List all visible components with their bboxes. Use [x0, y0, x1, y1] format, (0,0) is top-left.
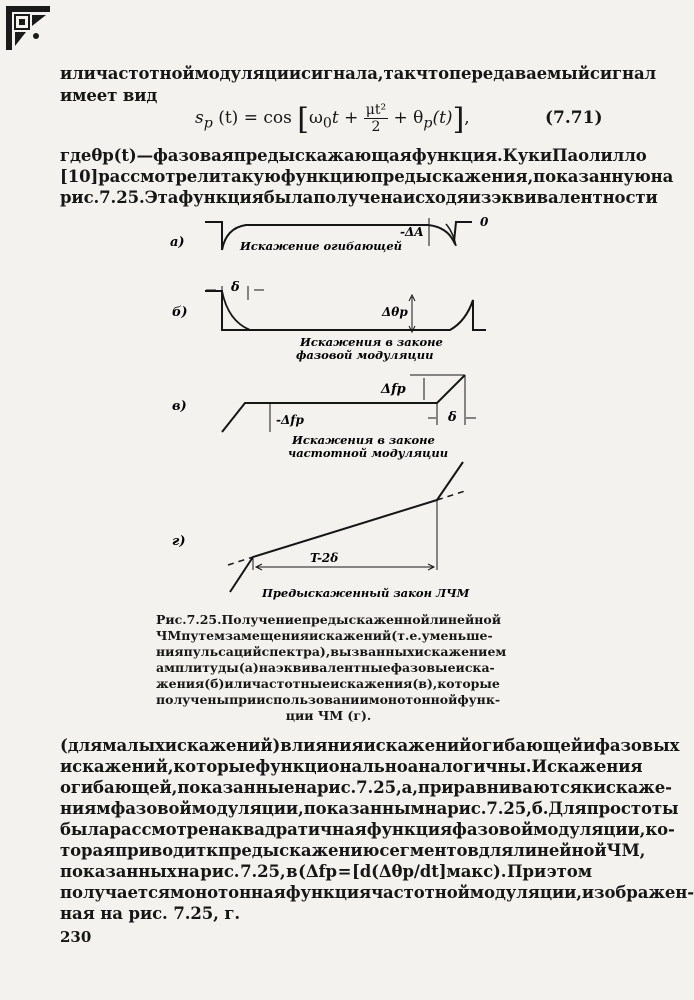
page-number: 230 [60, 928, 92, 946]
formula-omega-sub: 0 [322, 115, 332, 132]
text-line: (для малых искажений) влияния искажений огибающей и фазовых [60, 736, 680, 755]
equation-number: (7.71) [545, 108, 603, 128]
b-dtheta-label: Δθp [382, 305, 408, 319]
text-line: где θp (t) — фазовая предыскажающая функция. Кук и Паолилло [60, 146, 647, 165]
text-line: ниям фазовой модуляции, показанным на рис. 7.25, б. Для простоты [60, 799, 679, 818]
text-line: искажений, которые функционально аналогичны. Искажения [60, 757, 643, 776]
text-line: имеет вид [60, 86, 158, 105]
v-text-line1: Искажения в законе [292, 433, 435, 447]
v-text-line2: частотной модуляции [288, 446, 449, 460]
b-text-line1: Искажения в законе [300, 335, 443, 349]
formula-theta: + θ [393, 108, 424, 128]
b-text-line2: фазовой модуляции [296, 348, 434, 362]
caption-line: ЧМпутемзамещенияискажений(т.е.уменьше- [156, 628, 493, 643]
text-line: получается монотонная функция частотной модуляции, изображен- [60, 883, 694, 902]
b-delta-label: δ [231, 280, 240, 295]
caption-line: амплитуды(а)наэквивалентныефазовыеиска- [156, 660, 495, 675]
g-interval-label: T-2δ [310, 551, 339, 565]
text-line: [10] рассмотрели такую функцию предыскажения, показанную на [60, 167, 674, 186]
text-line: показанных на рис. 7.25, в (Δfp = [d(Δθp/dt]макс). При этом [60, 862, 592, 881]
label-g: г) [172, 534, 186, 549]
caption-line: нияпульсацийспектра),вызванныхискажением [156, 644, 507, 659]
text-line: торая приводит к предыскажению сегментов для линейной ЧМ, [60, 841, 646, 860]
formula-lhs-sub: p [203, 115, 213, 132]
formula-theta-arg: (t) [432, 108, 453, 128]
v-delta-label: δ [448, 410, 457, 425]
a-zero-label: 0 [480, 215, 489, 229]
label-a: а) [170, 235, 185, 250]
a-caption-text: Искажение огибающей [240, 239, 402, 253]
figure-caption [156, 612, 507, 724]
g-caption-text: Предыскаженный закон ЛЧМ [262, 586, 470, 600]
caption-line: полученыприиспользованиимонотоннойфунк- [156, 692, 501, 707]
text-line: рис. 7.25. Эта функция была получена исходя из эквивалентности [60, 188, 658, 207]
formula-frac-den: 2 [371, 119, 381, 135]
caption-line: ции ЧМ (г). [285, 708, 372, 723]
text-line: или частотной модуляции сигнала, так что передаваемый сигнал [60, 64, 657, 83]
text-line: огибающей, показанные на рис. 7.25, а, приравниваются к искаже- [60, 778, 672, 797]
a-delta-label: -ΔA [400, 225, 424, 239]
label-b: б) [172, 305, 188, 320]
formula-lhs-arg: (t) = cos [218, 108, 292, 128]
formula-theta-sub: p [423, 115, 433, 132]
caption-line: жения(б)иличастотныеискажения(в),которые [156, 676, 500, 691]
v-neg-dfp-label: -Δfp [276, 413, 304, 427]
v-dfp-label: Δfp [381, 382, 406, 397]
caption-line: Рис.7.25.Получениепредыскаженнойлинейной [156, 612, 502, 627]
formula-end: , [464, 108, 470, 128]
text-line: была рассмотрена квадратичная функция фазовой модуляции, ко- [60, 820, 675, 839]
formula-frac-num: μt² [365, 102, 387, 118]
formula-t: t + [331, 108, 359, 128]
formula-7-71: $s_p$ $(t) = \cos [\omega_0t$ + $\frac{\text{μt²}}{2}$ + $\theta_p(t)$], [195, 102, 470, 137]
formula-omega: ω [308, 108, 323, 128]
text-line: ная на рис. 7.25, г. [60, 904, 241, 923]
formula-lhs: s [195, 108, 204, 128]
label-v: в) [172, 399, 187, 414]
